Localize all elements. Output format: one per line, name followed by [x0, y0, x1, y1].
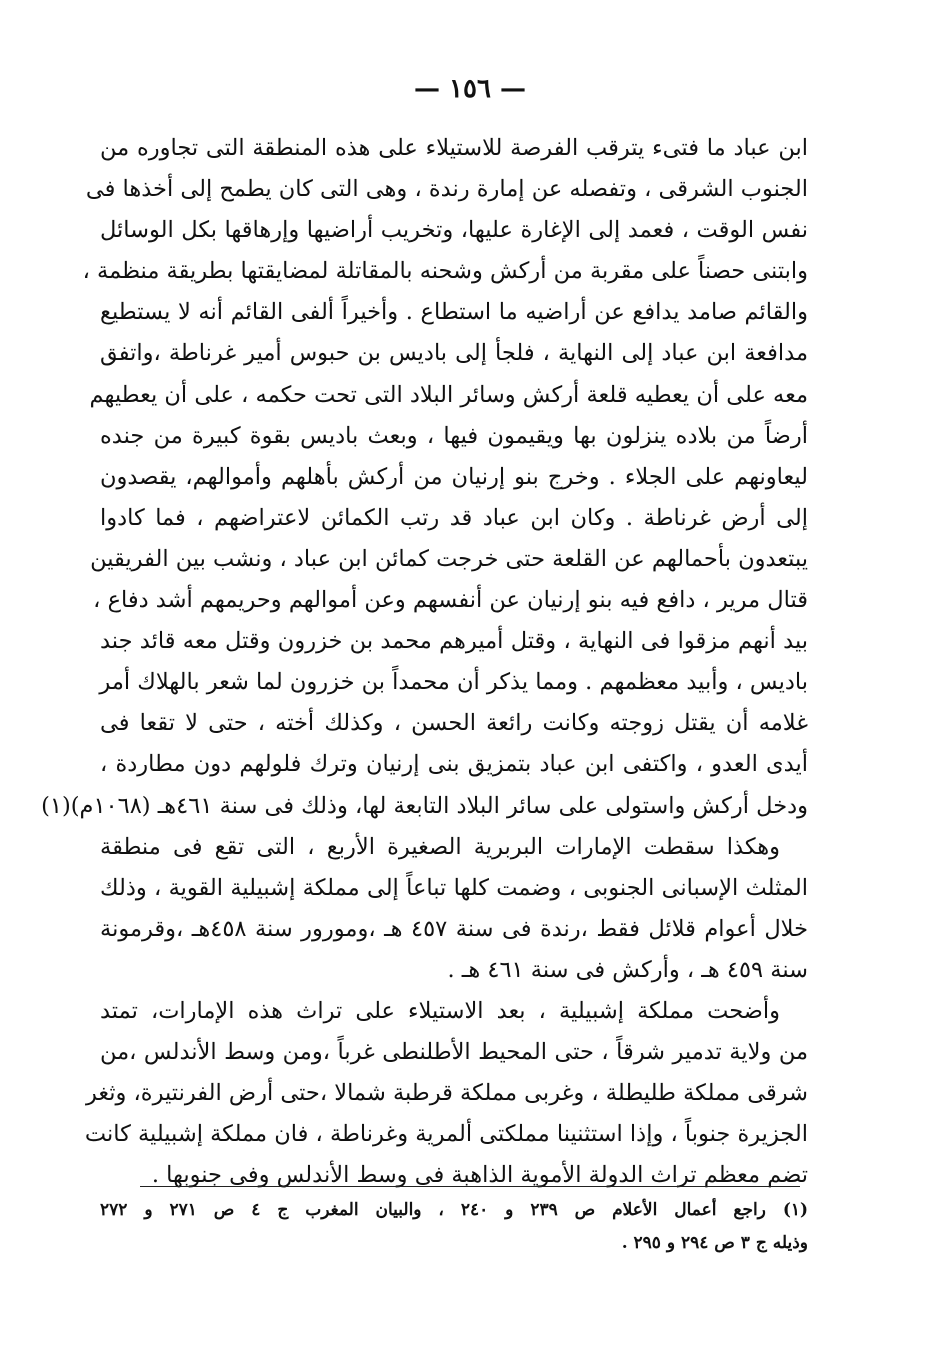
- footnote-line: وذيله ج ٣ ص ٢٩٤ و ٢٩٥ .: [621, 1233, 808, 1253]
- body-line: ليعاونهم على الجلاء . وخرج بنو إرنيان من أركش بأهلهم وأموالهم، يقصدون: [100, 463, 808, 490]
- body-line: ودخل أركش واستولى على سائر البلاد التابعة لها، وذلك فى سنة ٤٦١هـ (١٠٦٨م)(١): [41, 792, 808, 819]
- body-line: الجزيرة جنوباً ، وإذا استثنينا مملكتى ألمرية وغرناطة ، فان مملكة إشبيلية كانت: [84, 1121, 808, 1148]
- body-line: بيد أنهم مزقوا فى النهاية ، وقتل أميرهم محمد بن خزرون وقتل معه قائد جند: [100, 628, 808, 655]
- body-line: المثلث الإسبانى الجنوبى ، وضمت كلها تباعاً إلى مملكة إشبيلية القوية ، وذلك: [100, 874, 808, 901]
- body-line: نفس الوقت ، فعمد إلى الإغارة عليها، وتخريب أراضيها وإرهاقها بكل الوسائل: [100, 217, 808, 244]
- body-line: قتال مرير ، دافع فيه بنو إرنيان عن أنفسهم وعن أموالهم وحريمهم أشد دفاع ،: [93, 587, 808, 614]
- footnotes: [100, 1194, 808, 1260]
- page-number: — ١٥٦ —: [413, 74, 527, 104]
- body-line: أيدى العدو ، واكتفى ابن عباد بتمزيق بنى إرنيان وترك فلولهم دون مطاردة ،: [100, 751, 808, 778]
- body-line: وهكذا سقطت الإمارات البربرية الصغيرة الأربع ، التى تقع فى منطقة: [100, 833, 780, 860]
- body-line: غلامه أن يقتل زوجته وكانت رائعة الحسن ، وكذلك أخته ، حتى لا تقعا فى: [100, 710, 808, 737]
- footnote-line: (١) راجع أعمال الأعلام ص ٢٣٩ و ٢٤٠ ، والبيان المغرب ج ٤ ص ٢٧١ و ٢٧٢: [100, 1200, 809, 1220]
- body-line: من ولاية تدمير شرقاً ، حتى المحيط الأطلنطى غرباً ،ومن وسط الأندلس ،من: [100, 1039, 808, 1066]
- body-line: مدافعة ابن عباد إلى النهاية ، فلجأ إلى باديس بن حبوس أمير غرناطة ،واتفق: [100, 340, 808, 367]
- body-line: ابن عباد ما فتىء يترقب الفرصة للاستيلاء على هذه المنطقة التى تجاوره من: [100, 135, 808, 161]
- body-line: وابتنى حصناً على مقربة من أركش وشحنه بالمقاتلة لمضايقتها بطريقة منظمة ،: [82, 258, 808, 285]
- body-line: خلال أعوام قلائل فقط ،رندة فى سنة ٤٥٧ هـ ،ومورور سنة ٤٥٨هـ ،وقرمونة: [100, 915, 808, 942]
- body-line: تضم معظم تراث الدولة الأموية الذاهبة فى وسط الأندلس وفى جنوبها .: [151, 1162, 808, 1189]
- body-line: إلى أرض غرناطة . وكان ابن عباد قد رتب الكمائن لاعتراضهم ، فما كادوا: [100, 504, 808, 531]
- body-line: والقائم صامد يدافع عن أراضيه ما استطاع . وأخيراً ألفى القائم أنه لا يستطيع: [100, 299, 808, 326]
- body-line: يبتعدون بأحمالهم عن القلعة حتى خرجت كمائن ابن عباد ، ونشب بين الفريقين: [90, 545, 808, 572]
- body-line: معه على أن يعطيه قلعة أركش وسائر البلاد التى تحت حكمه ، على أن يعطيهم: [89, 381, 808, 408]
- body-line: باديس ، وأبيد معظمهم . ومما يذكر أن محمداً بن خزرون لما شعر بالهلاك أمر: [99, 669, 808, 696]
- body-line: وأضحت مملكة إشبيلية ، بعد الاستيلاء على تراث هذه الإمارات، تمتد: [100, 997, 780, 1024]
- body-line: سنة ٤٥٩ هـ ، وأركش فى سنة ٤٦١ هـ .: [447, 956, 808, 983]
- body-line: أرضاً من بلاده ينزلون بها ويقيمون فيها ، وبعث باديس بقوة كبيرة من جنده: [100, 422, 808, 449]
- body-line: الجنوب الشرقى ، وتفصله عن إمارة رندة ، وهى التى كان يطمح إلى أخذها فى: [85, 176, 808, 203]
- body-line: شرقى مملكة طليطلة ، وغربى مملكة قرطبة شمالا ،حتى أرض الفرنتيرة، وثغر: [86, 1080, 808, 1107]
- footnote-divider: [140, 1186, 800, 1187]
- body-text: [41, 128, 808, 1196]
